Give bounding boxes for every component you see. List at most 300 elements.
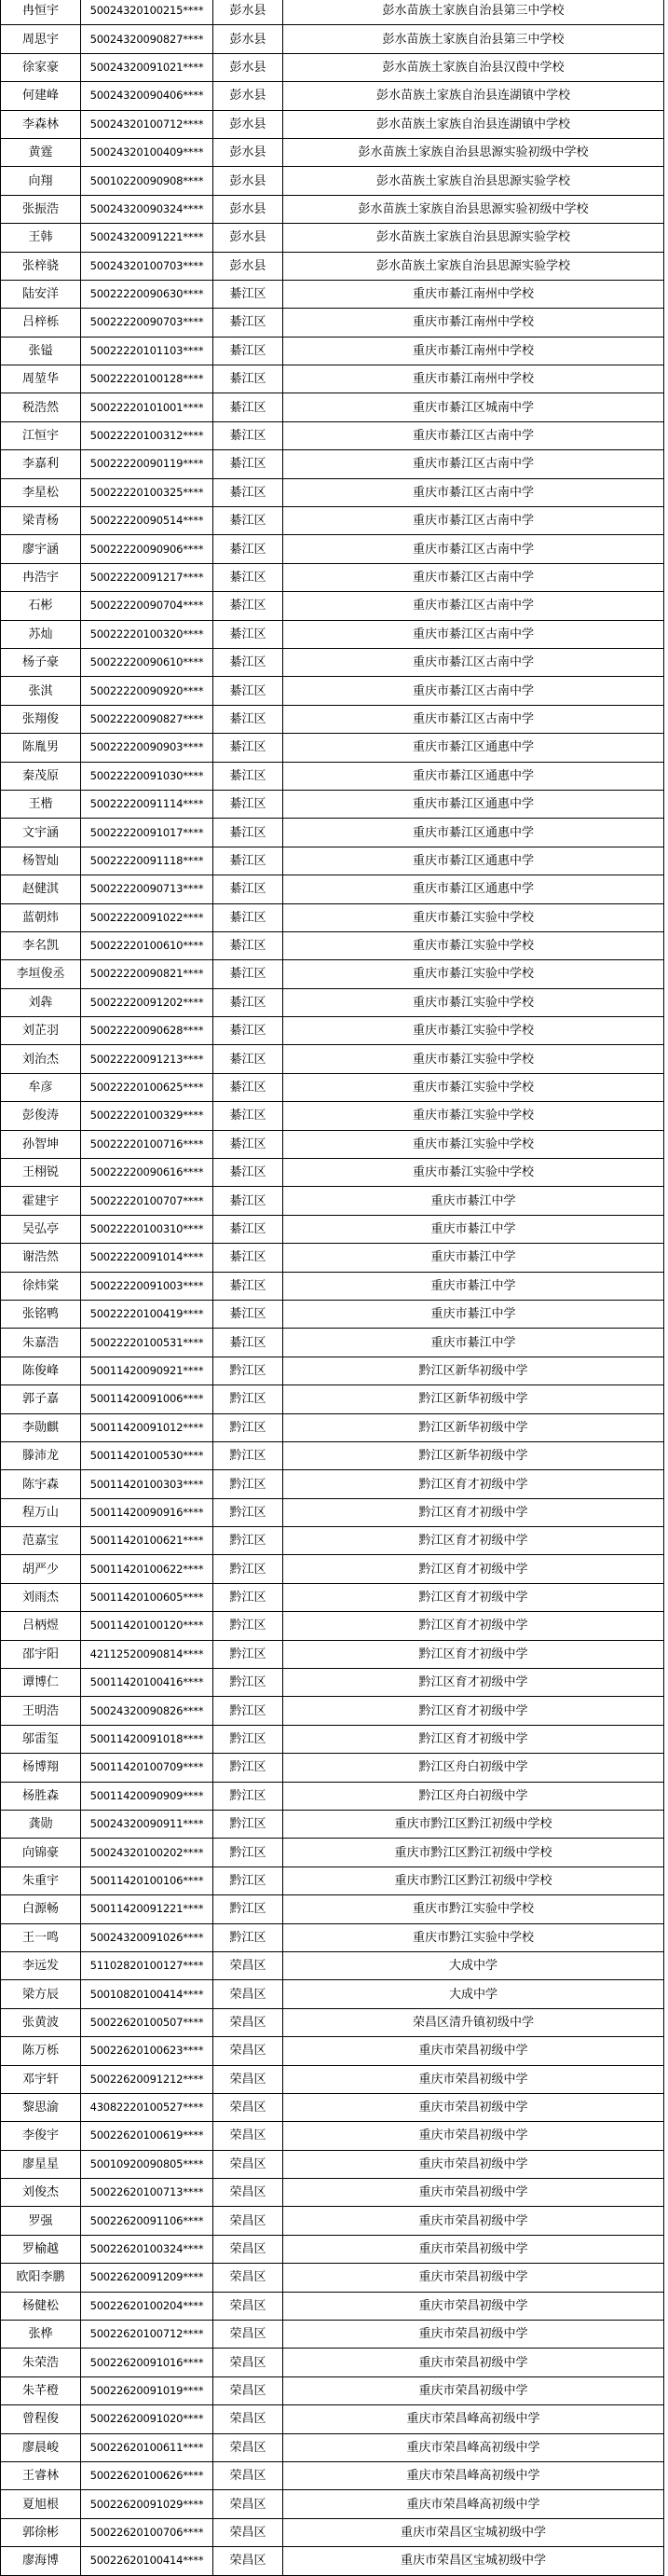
student-name-cell: 李嘉利: [1, 450, 81, 478]
district-cell: 綦江区: [213, 1244, 283, 1272]
id-number-cell: 50022620100623****: [81, 2037, 213, 2065]
student-name-cell: 周思宇: [1, 25, 81, 53]
id-number-cell: 50022220101001****: [81, 393, 213, 421]
school-cell: 重庆市荣昌区宝城初级中学: [283, 2518, 664, 2546]
table-row: [1, 2518, 664, 2546]
district-cell: 彭水县: [213, 110, 283, 138]
district-cell: 黔江区: [213, 1811, 283, 1839]
table-row: [1, 2235, 664, 2263]
table-row: [1, 2490, 664, 2518]
district-cell: 荣昌区: [213, 2321, 283, 2349]
id-number-cell: 50011420100621****: [81, 1527, 213, 1555]
table-row: [1, 2207, 664, 2235]
student-name-cell: 范嘉宝: [1, 1527, 81, 1555]
district-cell: 綦江区: [213, 280, 283, 308]
id-number-cell: 50022220100329****: [81, 1102, 213, 1130]
school-cell: 重庆市綦江实验中学校: [283, 1102, 664, 1130]
district-cell: 綦江区: [213, 450, 283, 478]
id-number-cell: 50011420100416****: [81, 1669, 213, 1697]
district-cell: 黔江区: [213, 1470, 283, 1498]
district-cell: 綦江区: [213, 535, 283, 563]
id-number-cell: 50022220090827****: [81, 705, 213, 733]
id-number-cell: 50022220091118****: [81, 847, 213, 875]
table-row: [1, 592, 664, 620]
id-number-cell: 50022620100611****: [81, 2433, 213, 2461]
id-number-cell: 50022220091003****: [81, 1272, 213, 1300]
district-cell: 綦江区: [213, 903, 283, 931]
id-number-cell: 50011420100530****: [81, 1441, 213, 1469]
student-name-cell: 何建峰: [1, 82, 81, 110]
school-cell: 重庆市綦江区古南中学: [283, 421, 664, 449]
school-cell: 大成中学: [283, 1980, 664, 2008]
id-number-cell: 50011420091006****: [81, 1385, 213, 1413]
student-name-cell: 徐炜棠: [1, 1272, 81, 1300]
id-number-cell: 50024320100712****: [81, 110, 213, 138]
table-row: [1, 1272, 664, 1300]
table-row: [1, 762, 664, 790]
table-row: [1, 393, 664, 421]
school-cell: 重庆市綦江南州中学校: [283, 337, 664, 365]
id-number-cell: 50022220100625****: [81, 1073, 213, 1101]
student-name-cell: 张翔俊: [1, 705, 81, 733]
student-name-cell: 廖星星: [1, 2150, 81, 2178]
district-cell: 荣昌区: [213, 2376, 283, 2404]
table-row: [1, 1187, 664, 1215]
student-name-cell: 张镒: [1, 337, 81, 365]
school-cell: 重庆市黔江区黔江初级中学校: [283, 1839, 664, 1867]
district-cell: 荣昌区: [213, 2405, 283, 2433]
district-cell: 綦江区: [213, 563, 283, 591]
id-number-cell: 50011420091018****: [81, 1725, 213, 1753]
student-name-cell: 白源畅: [1, 1895, 81, 1923]
student-name-cell: 李俊宇: [1, 2122, 81, 2150]
id-number-cell: 50022220091014****: [81, 1244, 213, 1272]
district-cell: 綦江区: [213, 734, 283, 762]
school-cell: 重庆市荣昌初级中学: [283, 2321, 664, 2349]
table-row: [1, 224, 664, 252]
id-number-cell: 50010820100414****: [81, 1980, 213, 2008]
table-row: [1, 563, 664, 591]
table-row: [1, 1470, 664, 1498]
table-row: [1, 2461, 664, 2489]
id-number-cell: 50011420090921****: [81, 1357, 213, 1384]
school-cell: 黔江区育才初级中学: [283, 1669, 664, 1697]
table-row: [1, 903, 664, 931]
table-row: [1, 677, 664, 705]
school-cell: 重庆市綦江区古南中学: [283, 592, 664, 620]
district-cell: 綦江区: [213, 1215, 283, 1243]
id-number-cell: 50022220090119****: [81, 450, 213, 478]
student-name-cell: 黄霆: [1, 138, 81, 166]
district-cell: 綦江区: [213, 875, 283, 903]
school-cell: 重庆市綦江中学: [283, 1272, 664, 1300]
school-cell: 重庆市綦江区古南中学: [283, 705, 664, 733]
school-cell: 重庆市綦江区通惠中学: [283, 819, 664, 847]
id-number-cell: 50022220090610****: [81, 648, 213, 676]
id-number-cell: 50022620091106****: [81, 2207, 213, 2235]
table-row: [1, 1102, 664, 1130]
student-name-cell: 陆安洋: [1, 280, 81, 308]
district-cell: 綦江区: [213, 421, 283, 449]
id-number-cell: 50022620091016****: [81, 2349, 213, 2376]
student-name-cell: 廖晨峻: [1, 2433, 81, 2461]
student-name-cell: 李森林: [1, 110, 81, 138]
district-cell: 彭水县: [213, 252, 283, 280]
id-number-cell: 50022220091017****: [81, 819, 213, 847]
district-cell: 綦江区: [213, 1045, 283, 1073]
id-number-cell: 50024320100409****: [81, 138, 213, 166]
table-row: [1, 1413, 664, 1441]
district-cell: 荣昌区: [213, 2008, 283, 2036]
id-number-cell: 50022220100707****: [81, 1187, 213, 1215]
table-row: [1, 1073, 664, 1101]
district-cell: 黔江区: [213, 1527, 283, 1555]
student-name-cell: 霍建宇: [1, 1187, 81, 1215]
id-number-cell: 50022220090703****: [81, 309, 213, 337]
table-row: [1, 535, 664, 563]
school-cell: 重庆市黔江区黔江初级中学校: [283, 1811, 664, 1839]
district-cell: 荣昌区: [213, 2461, 283, 2489]
district-cell: 黔江区: [213, 1669, 283, 1697]
district-cell: 黔江区: [213, 1754, 283, 1782]
id-number-cell: 50011420100303****: [81, 1470, 213, 1498]
school-cell: 重庆市荣昌初级中学: [283, 2264, 664, 2292]
school-cell: 重庆市黔江实验中学校: [283, 1923, 664, 1951]
student-name-cell: 陈俊峰: [1, 1357, 81, 1384]
table-row: [1, 110, 664, 138]
table-row: [1, 2122, 664, 2150]
district-cell: 荣昌区: [213, 2264, 283, 2292]
district-cell: 綦江区: [213, 931, 283, 959]
student-name-cell: 李垣俊丞: [1, 960, 81, 988]
district-cell: 黔江区: [213, 1555, 283, 1583]
id-number-cell: 50022220090704****: [81, 592, 213, 620]
school-cell: 重庆市荣昌初级中学: [283, 2292, 664, 2320]
id-number-cell: 50011420091012****: [81, 1413, 213, 1441]
school-cell: 重庆市綦江实验中学校: [283, 960, 664, 988]
district-cell: 綦江区: [213, 988, 283, 1016]
student-name-cell: 罗强: [1, 2207, 81, 2235]
school-cell: 黔江区舟白初级中学: [283, 1782, 664, 1810]
student-name-cell: 张桦: [1, 2321, 81, 2349]
district-cell: 黔江区: [213, 1839, 283, 1867]
table-row: [1, 1159, 664, 1187]
district-cell: 綦江区: [213, 1073, 283, 1101]
student-name-cell: 赵健淇: [1, 875, 81, 903]
district-cell: 綦江区: [213, 365, 283, 393]
district-cell: 黔江区: [213, 1385, 283, 1413]
id-number-cell: 50022220101103****: [81, 337, 213, 365]
id-number-cell: 50022220100610****: [81, 931, 213, 959]
school-cell: 重庆市綦江中学: [283, 1300, 664, 1328]
table-row: [1, 648, 664, 676]
table-row: [1, 819, 664, 847]
id-number-cell: 50022620100626****: [81, 2461, 213, 2489]
student-name-cell: 龚勋: [1, 1811, 81, 1839]
id-number-cell: 50011420100106****: [81, 1867, 213, 1894]
table-row: [1, 1980, 664, 2008]
district-cell: 荣昌区: [213, 2122, 283, 2150]
school-cell: 重庆市綦江中学: [283, 1187, 664, 1215]
school-cell: 重庆市綦江实验中学校: [283, 1130, 664, 1158]
student-name-cell: 李勋麒: [1, 1413, 81, 1441]
district-cell: 綦江区: [213, 1300, 283, 1328]
id-number-cell: 50024320090406****: [81, 82, 213, 110]
district-cell: 綦江区: [213, 507, 283, 535]
district-cell: 黔江区: [213, 1923, 283, 1951]
id-number-cell: 50011420090916****: [81, 1498, 213, 1526]
district-cell: 荣昌区: [213, 2037, 283, 2065]
student-name-cell: 张振浩: [1, 195, 81, 223]
district-cell: 綦江区: [213, 1102, 283, 1130]
id-number-cell: 50022220100325****: [81, 478, 213, 506]
school-cell: 重庆市綦江区通惠中学: [283, 762, 664, 790]
table-row: [1, 1951, 664, 1979]
school-cell: 重庆市荣昌峰高初级中学: [283, 2405, 664, 2433]
school-cell: 彭水苗族土家族自治县思源实验学校: [283, 167, 664, 195]
table-body: [1, 0, 664, 2575]
district-cell: 黔江区: [213, 1867, 283, 1894]
student-name-cell: 朱嘉浩: [1, 1329, 81, 1357]
table-row: [1, 195, 664, 223]
district-cell: 荣昌区: [213, 2179, 283, 2207]
id-number-cell: 50022220090903****: [81, 734, 213, 762]
school-cell: 重庆市綦江区古南中学: [283, 620, 664, 648]
table-row: [1, 2093, 664, 2121]
student-name-cell: 刘犇: [1, 988, 81, 1016]
school-cell: 重庆市綦江区古南中学: [283, 677, 664, 705]
school-cell: 重庆市綦江区古南中学: [283, 563, 664, 591]
id-number-cell: 50022220091114****: [81, 790, 213, 818]
school-cell: 重庆市綦江实验中学校: [283, 931, 664, 959]
student-name-cell: 李星松: [1, 478, 81, 506]
district-cell: 綦江区: [213, 620, 283, 648]
district-cell: 黔江区: [213, 1413, 283, 1441]
student-name-cell: 李名凯: [1, 931, 81, 959]
id-number-cell: 50022220090821****: [81, 960, 213, 988]
school-cell: 重庆市荣昌区宝城初级中学: [283, 2547, 664, 2575]
school-cell: 彭水苗族土家族自治县第三中学校: [283, 25, 664, 53]
table-row: [1, 1782, 664, 1810]
district-cell: 綦江区: [213, 592, 283, 620]
school-cell: 重庆市綦江区通惠中学: [283, 875, 664, 903]
table-row: [1, 0, 664, 25]
district-cell: 黔江区: [213, 1725, 283, 1753]
id-number-cell: 50024320090826****: [81, 1697, 213, 1725]
id-number-cell: 50022220091202****: [81, 988, 213, 1016]
district-cell: 彭水县: [213, 138, 283, 166]
district-cell: 綦江区: [213, 478, 283, 506]
district-cell: 荣昌区: [213, 2490, 283, 2518]
student-name-cell: 黎思渝: [1, 2093, 81, 2121]
school-cell: 重庆市綦江南州中学校: [283, 280, 664, 308]
table-row: [1, 1923, 664, 1951]
district-cell: 綦江区: [213, 790, 283, 818]
student-name-cell: 朱芊橙: [1, 2376, 81, 2404]
district-cell: 荣昌区: [213, 2093, 283, 2121]
table-row: [1, 2376, 664, 2404]
table-row: [1, 2150, 664, 2178]
table-row: [1, 138, 664, 166]
school-cell: 重庆市綦江区城南中学: [283, 393, 664, 421]
district-cell: 彭水县: [213, 224, 283, 252]
district-cell: 黔江区: [213, 1782, 283, 1810]
district-cell: 黔江区: [213, 1612, 283, 1640]
table-row: [1, 1867, 664, 1894]
table-row: [1, 2292, 664, 2320]
school-cell: 彭水苗族土家族自治县连湖镇中学校: [283, 82, 664, 110]
table-row: [1, 450, 664, 478]
student-name-cell: 罗榆越: [1, 2235, 81, 2263]
table-row: [1, 2264, 664, 2292]
id-number-cell: 50022220091213****: [81, 1045, 213, 1073]
school-cell: 黔江区新华初级中学: [283, 1441, 664, 1469]
table-row: [1, 790, 664, 818]
student-name-cell: 陈宇森: [1, 1470, 81, 1498]
id-number-cell: 50011420091221****: [81, 1895, 213, 1923]
id-number-cell: 50024320100202****: [81, 1839, 213, 1867]
school-cell: 黔江区育才初级中学: [283, 1583, 664, 1611]
table-row: [1, 2349, 664, 2376]
student-name-cell: 邵宇阳: [1, 1640, 81, 1668]
district-cell: 荣昌区: [213, 2349, 283, 2376]
district-cell: 黔江区: [213, 1583, 283, 1611]
student-name-cell: 苏灿: [1, 620, 81, 648]
district-cell: 綦江区: [213, 648, 283, 676]
table-row: [1, 705, 664, 733]
id-number-cell: 50022220090906****: [81, 535, 213, 563]
school-cell: 黔江区育才初级中学: [283, 1555, 664, 1583]
table-row: [1, 1045, 664, 1073]
id-number-cell: 50022220100716****: [81, 1130, 213, 1158]
student-name-cell: 欧阳李鹏: [1, 2264, 81, 2292]
id-number-cell: 50022220090920****: [81, 677, 213, 705]
district-cell: 荣昌区: [213, 2433, 283, 2461]
student-name-cell: 廖海博: [1, 2547, 81, 2575]
table-row: [1, 1527, 664, 1555]
student-name-cell: 胡严少: [1, 1555, 81, 1583]
district-cell: 彭水县: [213, 82, 283, 110]
school-cell: 重庆市綦江区通惠中学: [283, 847, 664, 875]
id-number-cell: 50022220100310****: [81, 1215, 213, 1243]
student-name-cell: 谭博仁: [1, 1669, 81, 1697]
school-cell: 重庆市荣昌初级中学: [283, 2093, 664, 2121]
id-number-cell: 50011420100120****: [81, 1612, 213, 1640]
student-name-cell: 梁青杨: [1, 507, 81, 535]
student-name-cell: 徐家豪: [1, 53, 81, 81]
school-cell: 重庆市荣昌初级中学: [283, 2349, 664, 2376]
school-cell: 重庆市綦江实验中学校: [283, 903, 664, 931]
table-row: [1, 1725, 664, 1753]
id-number-cell: 50024320091221****: [81, 224, 213, 252]
school-cell: 重庆市荣昌峰高初级中学: [283, 2433, 664, 2461]
table-row: [1, 2433, 664, 2461]
id-number-cell: 50022220090630****: [81, 280, 213, 308]
table-row: [1, 2547, 664, 2575]
id-number-cell: 50022620100712****: [81, 2321, 213, 2349]
id-number-cell: 50022220100419****: [81, 1300, 213, 1328]
table-row: [1, 1300, 664, 1328]
table-row: [1, 1215, 664, 1243]
school-cell: 重庆市荣昌初级中学: [283, 2207, 664, 2235]
school-cell: 黔江区育才初级中学: [283, 1470, 664, 1498]
district-cell: 黔江区: [213, 1441, 283, 1469]
school-cell: 彭水苗族土家族自治县思源实验初级中学校: [283, 195, 664, 223]
student-name-cell: 江恒宇: [1, 421, 81, 449]
school-cell: 重庆市荣昌初级中学: [283, 2179, 664, 2207]
district-cell: 綦江区: [213, 1329, 283, 1357]
student-name-cell: 吴弘亭: [1, 1215, 81, 1243]
student-name-cell: 王韩: [1, 224, 81, 252]
table-row: [1, 1612, 664, 1640]
district-cell: 綦江区: [213, 819, 283, 847]
district-cell: 荣昌区: [213, 2065, 283, 2093]
id-number-cell: 50022620100507****: [81, 2008, 213, 2036]
id-number-cell: 50022620091020****: [81, 2405, 213, 2433]
student-name-cell: 向翔: [1, 167, 81, 195]
student-name-cell: 郭徐彬: [1, 2518, 81, 2546]
district-cell: 荣昌区: [213, 2292, 283, 2320]
school-cell: 重庆市荣昌初级中学: [283, 2235, 664, 2263]
table-row: [1, 337, 664, 365]
table-row: [1, 931, 664, 959]
student-name-cell: 文宇涵: [1, 819, 81, 847]
table-row: [1, 1244, 664, 1272]
student-name-cell: 蓝朝炜: [1, 903, 81, 931]
table-row: [1, 2179, 664, 2207]
id-number-cell: 50024320090827****: [81, 25, 213, 53]
table-row: [1, 620, 664, 648]
table-row: [1, 1441, 664, 1469]
id-number-cell: 50022220100320****: [81, 620, 213, 648]
school-cell: 重庆市綦江实验中学校: [283, 988, 664, 1016]
school-cell: 彭水苗族土家族自治县汉葭中学校: [283, 53, 664, 81]
district-cell: 黔江区: [213, 1895, 283, 1923]
district-cell: 綦江区: [213, 1272, 283, 1300]
id-number-cell: 50024320091021****: [81, 53, 213, 81]
school-cell: 黔江区育才初级中学: [283, 1527, 664, 1555]
student-name-cell: 曾程俊: [1, 2405, 81, 2433]
district-cell: 綦江区: [213, 1187, 283, 1215]
school-cell: 彭水苗族土家族自治县思源实验学校: [283, 252, 664, 280]
school-cell: 重庆市綦江南州中学校: [283, 309, 664, 337]
table-row: [1, 1839, 664, 1867]
student-name-cell: 秦茂原: [1, 762, 81, 790]
table-row: [1, 1130, 664, 1158]
school-cell: 黔江区新华初级中学: [283, 1357, 664, 1384]
school-cell: 重庆市綦江实验中学校: [283, 1017, 664, 1045]
student-name-cell: 周堃华: [1, 365, 81, 393]
student-name-cell: 杨健松: [1, 2292, 81, 2320]
id-number-cell: 50022220090616****: [81, 1159, 213, 1187]
school-cell: 重庆市荣昌初级中学: [283, 2376, 664, 2404]
id-number-cell: 50022220100128****: [81, 365, 213, 393]
district-cell: 荣昌区: [213, 2518, 283, 2546]
table-row: [1, 507, 664, 535]
id-number-cell: 50022620100204****: [81, 2292, 213, 2320]
school-cell: 黔江区新华初级中学: [283, 1413, 664, 1441]
student-name-cell: 夏旭根: [1, 2490, 81, 2518]
school-cell: 重庆市綦江中学: [283, 1215, 664, 1243]
id-number-cell: 50010920090805****: [81, 2150, 213, 2178]
student-name-cell: 牟彦: [1, 1073, 81, 1101]
school-cell: 重庆市綦江中学: [283, 1244, 664, 1272]
district-cell: 荣昌区: [213, 2547, 283, 2575]
id-number-cell: 50022620091029****: [81, 2490, 213, 2518]
table-row: [1, 1498, 664, 1526]
district-cell: 黔江区: [213, 1498, 283, 1526]
school-cell: 重庆市綦江区古南中学: [283, 478, 664, 506]
